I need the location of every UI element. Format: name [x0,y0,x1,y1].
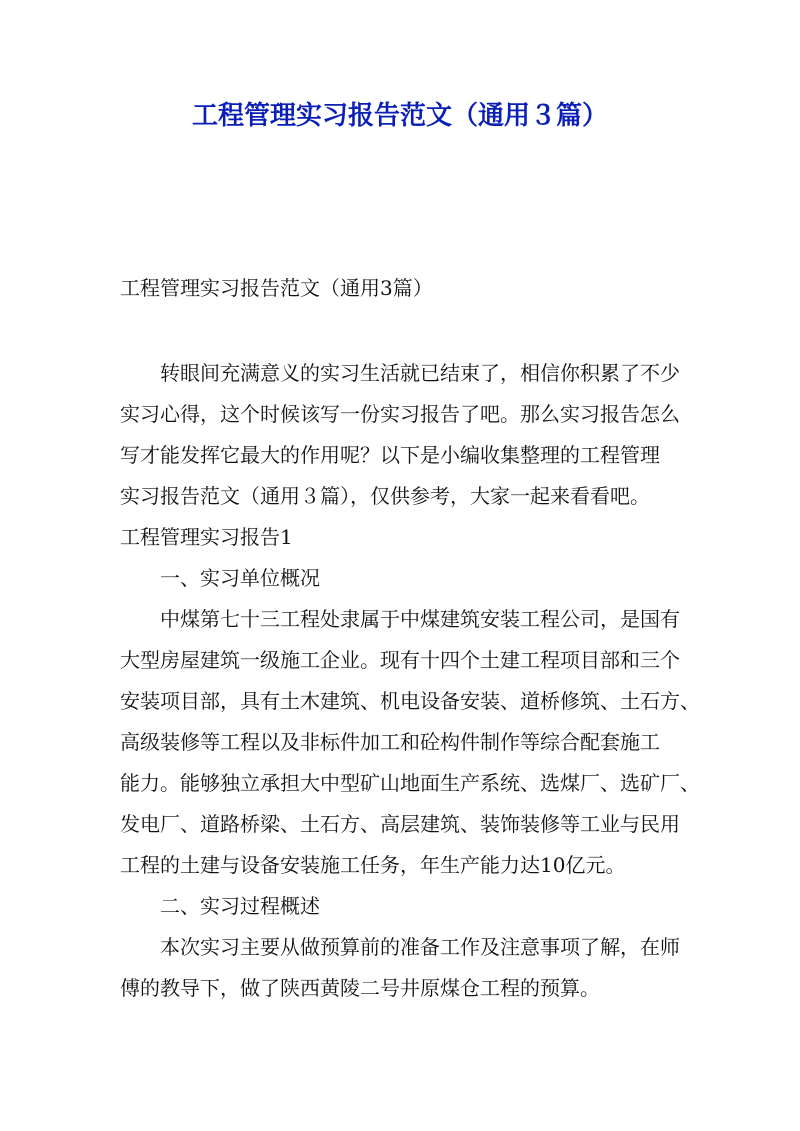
text-line: 高级装修等工程以及非标件加工和砼构件制作等综合配套施工 [120,730,660,754]
text-line: 写才能发挥它最大的作用呢？以下是小编收集整理的工程管理 [120,443,660,467]
text-line: 大型房屋建筑一级施工企业。现有十四个土建工程项目部和三个 [120,648,680,672]
text-line: 本次实习主要从做预算前的准备工作及注意事项了解，在师 [160,935,680,959]
text-line: 实习心得，这个时候该写一份实习报告了吧。那么实习报告怎么 [120,402,680,426]
document-body [120,268,700,1009]
report-heading: 工程管理实习报告1 [120,525,293,549]
intro-paragraph [120,353,690,517]
text-line: 实习报告范文（通用３篇），仅供参考，大家一起来看看吧。 [120,484,650,508]
text-line: 中煤第七十三工程处隶属于中煤建筑安装工程公司，是国有 [160,607,680,631]
text-line: 傅的教导下，做了陕西黄陵二号井原煤仓工程的预算。 [120,976,600,1000]
text-line: 转眼间充满意义的实习生活就已结束了，相信你积累了不少 [160,361,680,385]
text-line: 工程的土建与设备安装施工任务，年生产能力达10亿元。 [120,853,626,877]
text-line: 能力。能够独立承担大中型矿山地面生产系统、选煤厂、选矿厂、 [120,771,700,795]
section1-paragraph [120,599,700,886]
text-line: 安装项目部，具有土木建筑、机电设备安装、道桥修筑、土石方、 [120,689,700,713]
document-title: 工程管理实习报告范文（通用３篇） [191,101,608,131]
text-line: 发电厂、道路桥梁、土石方、高层建筑、装饰装修等工业与民用 [120,812,680,836]
section-heading: 二、实习过程概述 [160,894,320,918]
document-subtitle: 工程管理实习报告范文（通用3篇） [120,276,433,300]
section2-paragraph [120,927,690,1009]
section-heading: 一、实习单位概况 [160,566,320,590]
